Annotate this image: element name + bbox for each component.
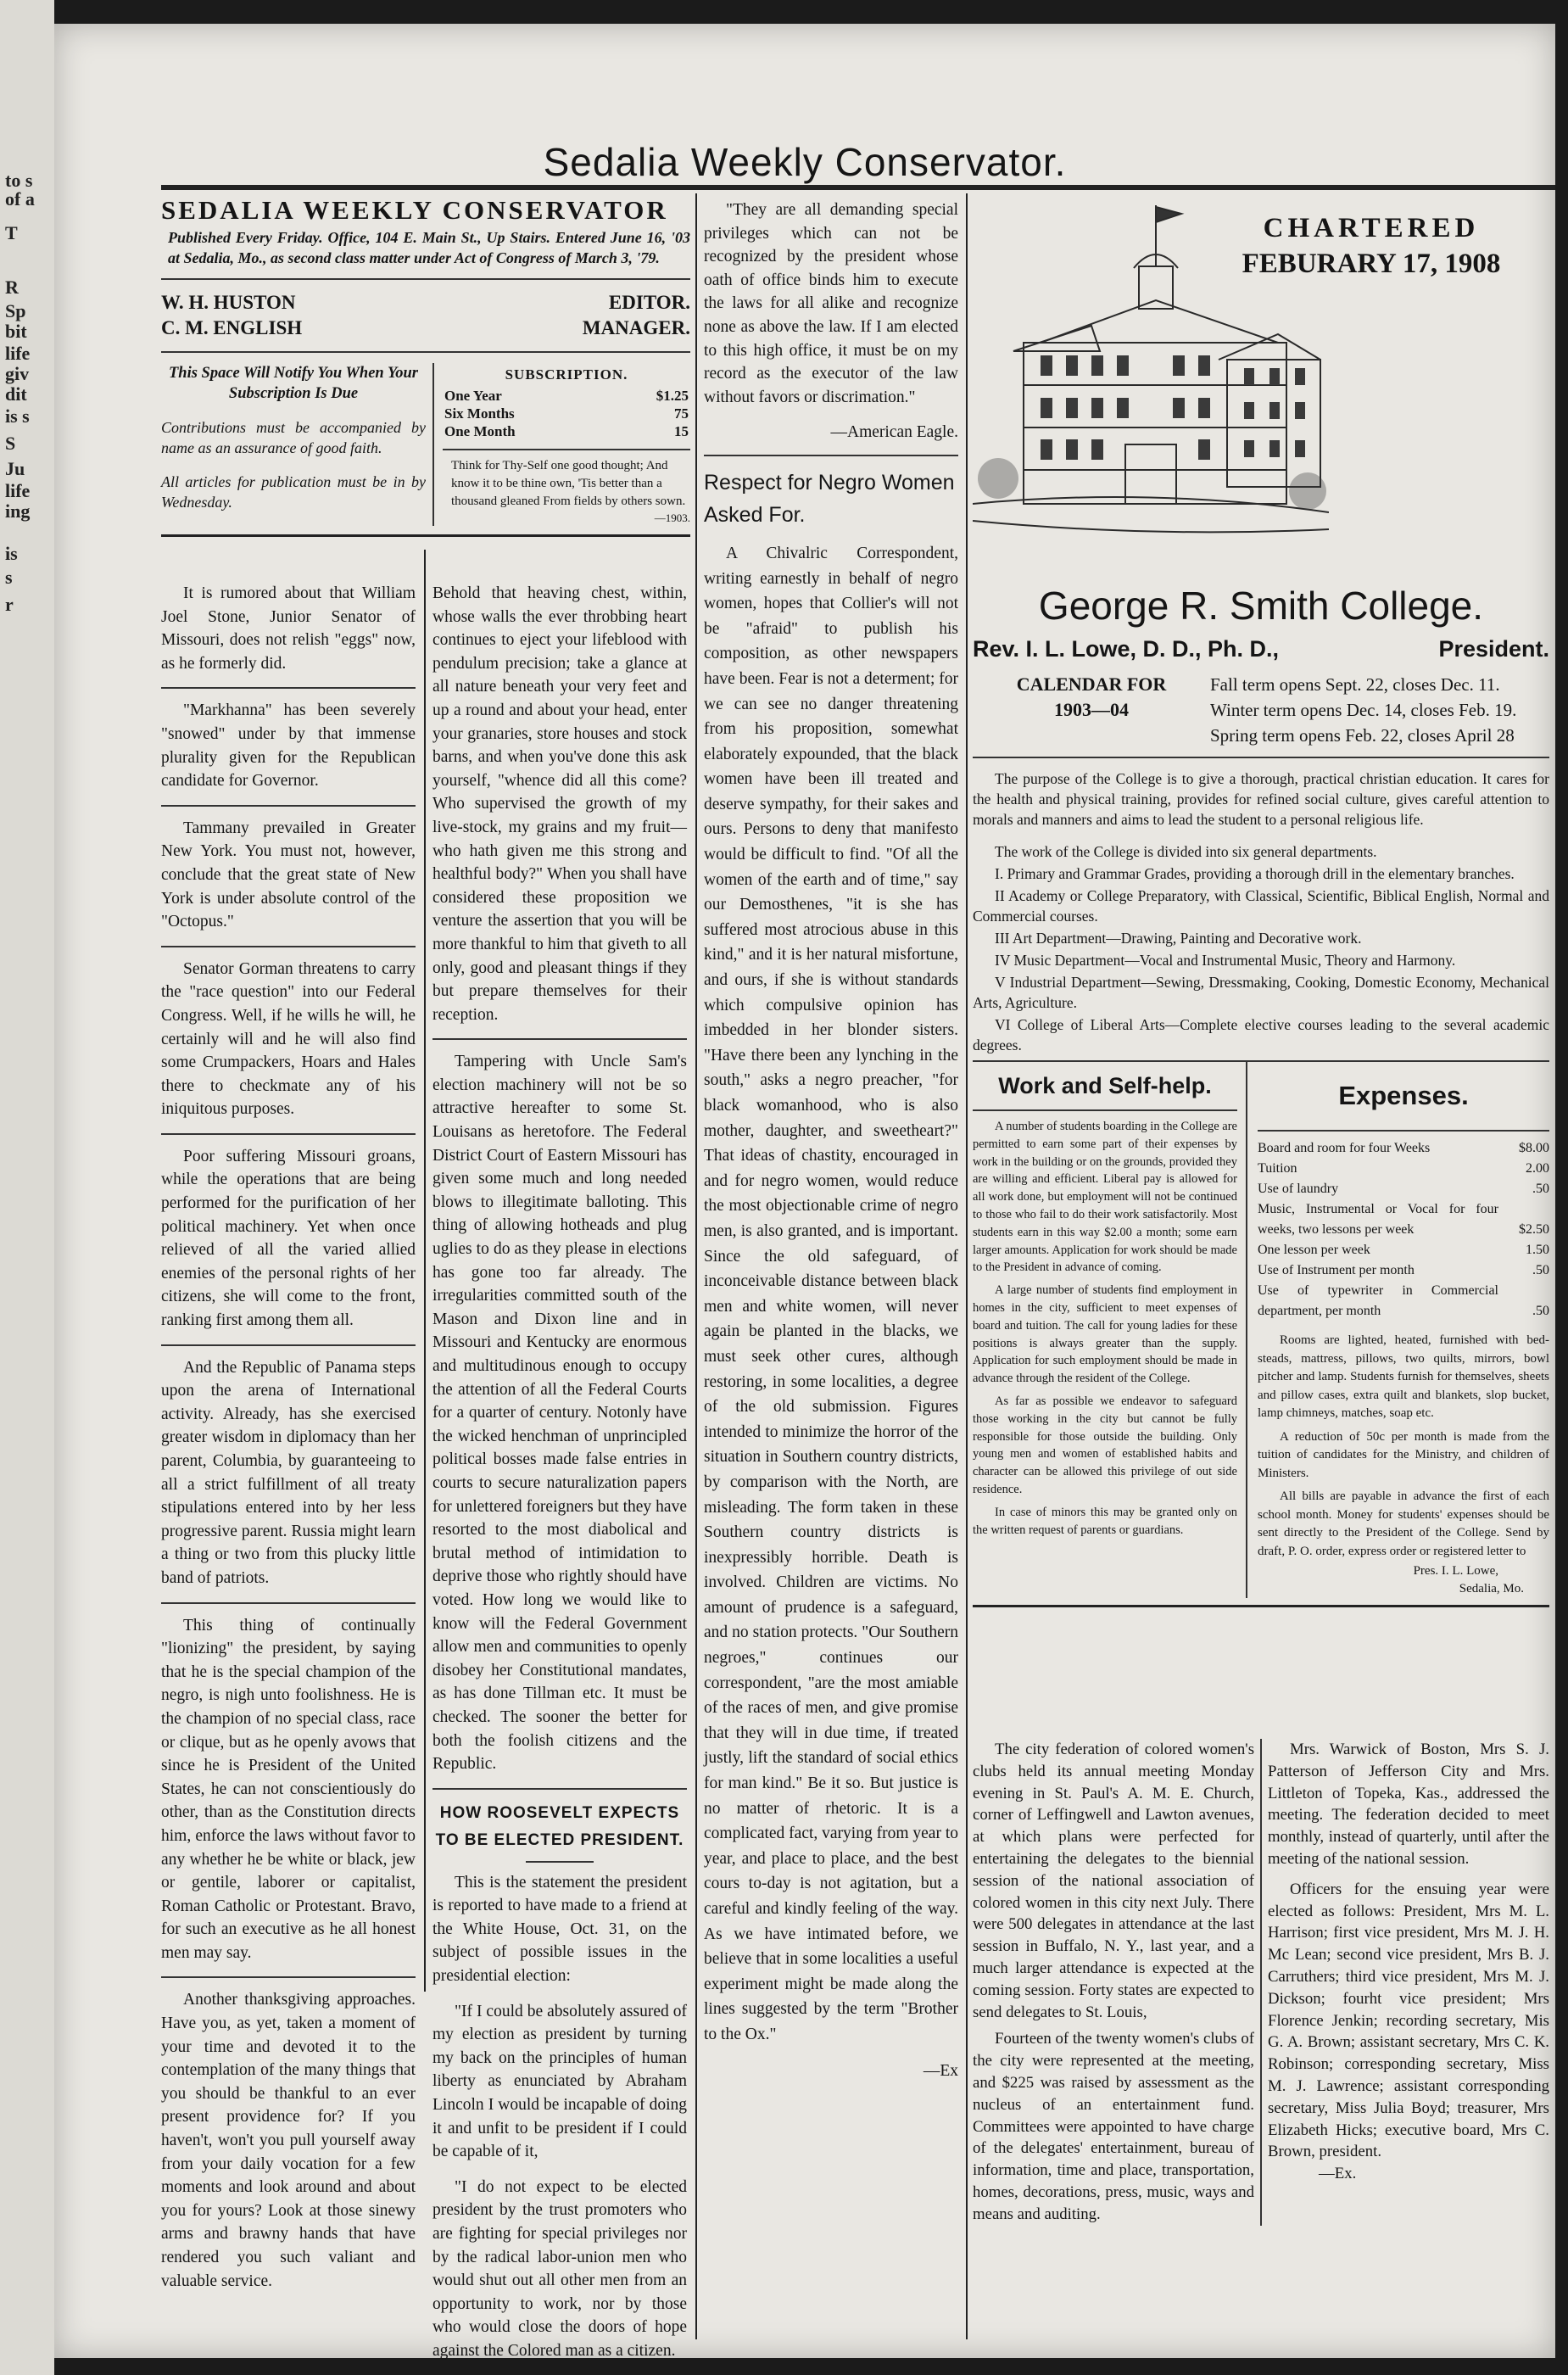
item-rule xyxy=(432,1788,687,1790)
notice-due: This Space Will Notify You When Your Subscription Is Due xyxy=(168,365,418,402)
strip-text: life xyxy=(5,480,31,501)
subscription-row: One Year $1.25 xyxy=(444,387,689,404)
department-item: IV Music Department—Vocal and Instrumental Music, Theory and Harmony. xyxy=(995,952,1456,969)
box-bottom-rule xyxy=(161,534,690,537)
expense-row: Use of Instrument per month .50 xyxy=(1258,1263,1549,1277)
federation-article xyxy=(973,1739,1549,2226)
headline-respect: Respect for Negro Women Asked For. xyxy=(704,470,955,527)
column-divider xyxy=(424,550,426,1992)
federation-paragraph: Officers for the ensuing year were elected as follows: President, Mrs M. L. Harrison; first vice president, Mrs M. J. H. Mc Lean; second vice president, Mrs B. J. Carruthers; third vice president, Mrs M. J. Dickson; fourht vice president; Mrs Florence Jenkin; recording secretary, Mis G. A. Brown; assistant secretary, Mrs C. K. Robinson; corresponding secretary, Miss M. J. Lawrence; assistant corresponding secretary, Miss Julia Boyd; treasurer, Mrs Elizabeth Hicks; executive board, Mrs C. Brown, president. xyxy=(1268,1880,1549,2161)
expense-row: Music, Instrumental or Vocal for four weeks, two lessons per week $2.50 xyxy=(1258,1202,1549,1237)
work-paragraph: In case of minors this may be granted only on the written request of parents or guardians. xyxy=(973,1505,1237,1537)
ad-lower xyxy=(973,1062,1549,1598)
subscription-title: SUBSCRIPTION. xyxy=(505,366,628,383)
manager-title: MANAGER. xyxy=(582,317,690,338)
subscription-row: One Month 15 xyxy=(444,422,689,439)
department-item: V Industrial Department—Sewing, Dressmaking, Cooking, Domestic Economy, Mechanical Arts, Agriculture. xyxy=(973,974,1549,1011)
strip-text: is xyxy=(5,543,18,564)
editor-title: EDITOR. xyxy=(608,292,690,313)
item-rule xyxy=(704,455,958,456)
work-paragraph: A large number of students find employment in homes in the city, sufficient to meet expenses of board and tuition. The call for young ladies for these positions is always greater than the supply. Application for such employment should be made in advance through the resident of the College. xyxy=(973,1283,1237,1386)
work-paragraph: A number of students boarding in the College are permitted to earn some part of their expenses by work in the building or on the grounds, provided they are willing and efficient. Liberal pay is allowed for all work done, but employment will not be continued to those who fail to do their work satisfactorily. Most students earn in this way $2.00 a month; some earn larger amounts. Application for work should be made to the President in advance of coming. xyxy=(973,1120,1237,1275)
notice-left xyxy=(161,363,434,526)
federation-paragraph: Mrs. Warwick of Boston, Mrs S. J. Patterson of Jefferson City and Mrs. Littleton of Topeka, Kas., addressed the meeting. The federation decided to meet monthly, instead of quarterly, until after the meeting of the national session. xyxy=(1268,1741,1549,1868)
paragraph-behold: Behold that heaving chest, within, whose walls the ever throbbing heart continues to eject your lifeblood with pendulum precision; take a glance at all nature beneath your very feet and up a round and about your head, enter your granaries, store houses and stock barns, and when you've done this ask yourself, "whence did all this come? Who supervised the growth of my live-stock, my grains and my fruit—who hath given me this strong and healthful body?" When you shall have considered these proposition we venture the assertion that you will be more thankful to him that giveth to all only, good and pleasant things if they but prepare themselves for their reception. xyxy=(432,584,687,1024)
item-rule xyxy=(161,687,416,689)
paragraph-missouri: Poor suffering Missouri groans, while the operations that are being performed for the purification of her political machinery. Yet when once relieved of all the varied allied enemies of the personal rights of her citizens, she will come to the front, ranking first among them all. xyxy=(161,1147,416,1330)
ad-rule xyxy=(973,757,1549,758)
department-item: I. Primary and Grammar Grades, providing a thorough drill in the elementary branches. xyxy=(995,865,1515,882)
president-name: Rev. I. L. Lowe, D. D., Ph. D., xyxy=(973,636,1280,662)
ad-rule xyxy=(1258,1130,1549,1132)
strip-text: S xyxy=(5,433,16,454)
strip-text: R xyxy=(5,277,19,298)
credit-ex: —Ex xyxy=(923,2061,958,2080)
paragraph-markhanna: "Markhanna" has been severely "snowed" under by that immense plurality given for the Republican candidate for Governor. xyxy=(161,701,416,791)
strip-text: Ju xyxy=(5,458,25,479)
signature-place: Sedalia, Mo. xyxy=(1459,1582,1524,1595)
department-item: II Academy or College Preparatory, with Classical, Scientific, Biblical English, Normal and Commercial courses. xyxy=(973,887,1549,925)
headline-roosevelt: HOW ROOSEVELT EXPECTS TO BE ELECTED PRESIDENT. xyxy=(435,1803,684,1849)
strip-text: of a xyxy=(5,188,35,210)
poem-credit: —1903. xyxy=(654,511,690,524)
item-rule xyxy=(161,1976,416,1978)
ad-bottom-rule xyxy=(973,1605,1549,1607)
item-rule xyxy=(161,946,416,947)
strip-text: dit xyxy=(5,383,27,405)
item-rule xyxy=(161,1133,416,1135)
notice-area xyxy=(161,363,690,526)
item-rule xyxy=(161,1344,416,1346)
expense-row: Board and room for four Weeks $8.00 xyxy=(1258,1141,1549,1155)
department-item: VI College of Liberal Arts—Complete elective courses leading to the several academic degrees. xyxy=(973,1016,1549,1053)
paragraph-privileges: "They are all demanding special privileges which can not be recognized by the president whose oath of office binds him to execute the laws for all alike and recognize none as above the law. If I am elected to this high office, it must be on my record as the executor of the law without favors or discrimation." xyxy=(704,201,958,406)
column-divider xyxy=(695,193,697,2339)
strip-text: ing xyxy=(5,500,31,522)
newspaper-page xyxy=(54,24,1555,2358)
headline-rule xyxy=(526,1861,594,1863)
calendar-title: CALENDAR FOR xyxy=(1016,673,1167,695)
paragraph-tampering: Tampering with Uncle Sam's election machinery will not be so attractive hereafter to some St. Louisans as heretofore. The Federal District Court of Eastern Missouri has given some much and long needed blows to illegitimate balloting. This thing of allowing hotheads and plug uglies to do as they please in elections has gone too far already. The irregularities committed south of the Mason and Dixon line and in Missouri and Kentucky are enormous and multitudinous enough to occupy the attention of all the Federal Courts for a quarter of century. Notonly have the wicked henchman of unprincipled political bosses made false entries in courts to secure naturalization papers for unlettered foreigners but they have resorted to the most diabolical and brutal method of intimidation to deprive those who rightly should have voted. How long we would like to know will the Federal Government allow men and communities to openly disobey her Constitutional mandates, as has done Tillman etc. It must be checked. The sooner the better for both the foolish citizens and the Republic. xyxy=(432,1053,687,1774)
strip-text: giv xyxy=(5,363,30,384)
paragraph-thanksgiving: Another thanksgiving approaches. Have you, as yet, taken a moment of your time and devoted it to the contemplation of the many things that you should be thankful to an ever present providence for? If you haven't, won't you pull yourself away from your daily vocation for a few moments and look around and about you for yours? Look at those sinewy arms and brawny hands that have rendered you such valiant and valuable service. xyxy=(161,1991,416,2290)
strip-text: life xyxy=(5,343,31,364)
item-rule xyxy=(161,1602,416,1604)
column-3 xyxy=(704,198,958,2082)
calendar-year: 1903—04 xyxy=(1054,699,1129,720)
calendar-text: Fall term opens Sept. 22, closes Dec. 11. Winter term opens Dec. 14, closes Feb. 19. Spring term opens Feb. 22, closes April 28 xyxy=(1210,674,1517,746)
president-title: President. xyxy=(1438,636,1549,662)
paragraph-stone: It is rumored about that William Joel Stone, Junior Senator of Missouri, does not relish "eggs" now, as he formerly did. xyxy=(161,584,416,673)
expenses-title: Expenses. xyxy=(1338,1081,1469,1110)
box-rule xyxy=(161,351,690,353)
federation-paragraph: The city federation of colored women's clubs held its annual meeting Monday evening in St. Paul's A. M. E. Church, corner of Leffingwell and Lawton avenues, at which plans were perfected for entertaining the delegates to the biennial session of the national association of colored women in this city next July. There were 500 delegates in attendance at the last session in Buffalo, N. Y., last year, and a much larger attendance is expected at the coming session. Forty states are expected to send delegates to St. Louis, xyxy=(973,1741,1254,2021)
subscription-table xyxy=(443,387,690,440)
calendar-heading xyxy=(973,672,1210,748)
box-rule xyxy=(161,278,690,280)
paragraph-assured: "If I could be absolutely assured of my election as president by turning my back on the principles of human liberty as enunciated by Abraham Lincoln I would be incapable of doing it and unfit to be president if I could be capable of it, xyxy=(432,2002,687,2161)
college-ad xyxy=(973,198,1549,1607)
department-item: III Art Department—Drawing, Painting and Decorative work. xyxy=(995,930,1362,947)
work-paragraph: As far as possible we endeavor to safeguard those working in the city but cannot be fully responsible for those outside the building. Only young men and women of established habits and character can be allowed this privilege of out side residence. xyxy=(973,1394,1237,1496)
ad-rule xyxy=(973,1109,1237,1111)
staff-row xyxy=(161,290,690,316)
expenses-table xyxy=(1258,1138,1549,1322)
expense-row: Use of laundry .50 xyxy=(1258,1182,1549,1196)
box-rule xyxy=(443,449,690,450)
calendar-block xyxy=(973,672,1549,748)
charter-date: FEBURARY 17, 1908 xyxy=(1242,249,1501,279)
masthead-title: Sedalia Weekly Conservator. xyxy=(543,140,1067,184)
strip-text: to s xyxy=(5,170,33,191)
president-row xyxy=(973,631,1549,667)
expenses-paragraph: Rooms are lighted, heated, furnished with bed-steads, mattress, pillows, two quilts, mirrors, bowl pitcher and lamp. Students furnish for themselves, sheets and pillow cases, extra quilt and blankets, slop bucket, lamp chimneys, matches, soap etc. xyxy=(1258,1333,1549,1420)
adjacent-page-strip xyxy=(0,0,54,2375)
credit-american-eagle: —American Eagle. xyxy=(830,423,958,442)
publication-line: Published Every Friday. Office, 104 E. Main St., Up Stairs. Entered June 16, '03 at Sedalia, Mo., as second class matter under Act of Congress of March 3, '79. xyxy=(168,229,690,266)
staff-row xyxy=(161,316,690,341)
notice-deadline: All articles for publication must be in by Wednesday. xyxy=(161,473,426,511)
expenses-paragraph: A reduction of 50c per month is made from the tuition of candidates for the Ministry, and children of Ministers. xyxy=(1258,1429,1549,1480)
chartered-label: CHARTERED xyxy=(1263,213,1480,243)
expenses-paragraph: All bills are payable in advance the first of each school month. Money for students' expenses should be sent directly to the President of the College. Send by draft, P. O. order, express order or registered letter to xyxy=(1258,1489,1549,1558)
strip-text: s xyxy=(5,567,13,588)
strip-text: Sp xyxy=(5,300,26,321)
expenses-section xyxy=(1247,1062,1549,1598)
paragraph-tammany: Tammany prevailed in Greater New York. You must not, however, conclude that the great state of New York is under absolute control of the "Octopus." xyxy=(161,819,416,931)
work-title: Work and Self-help. xyxy=(998,1073,1212,1098)
notice-right xyxy=(434,363,690,526)
column-2 xyxy=(432,582,687,2375)
expense-row: Tuition 2.00 xyxy=(1258,1161,1549,1176)
credit-ex: —Ex. xyxy=(1319,2165,1357,2183)
masthead-rule xyxy=(161,185,1555,190)
paragraph-lionizing: This thing of continually "lionizing" the president, by saying that he is the special champion of the negro, is nigh unto foolishness. He is the champion of no special class, race or clique, but as he openly avows that since he is President of the United States, he can not conscientiously do other, than as the Constitution directs him, enforce the laws without favor to any whether he be white or black, jew or gentile, laborer or capitalist, Roman Catholic or Protestant. Bravo, for such an executive as he all honest men may say. xyxy=(161,1616,416,1962)
editor-name: W. H. HUSTON xyxy=(161,292,296,313)
paragraph-statement: This is the statement the president is reported to have made to a friend at the White House, Oct. 31, on the subject of possible issues in the presidential election: xyxy=(432,1873,687,1986)
paragraph-panama: And the Republic of Panama steps upon the arena of International activity. Already, has she exercised greater wisdom in diplomacy than her parent, Columbia, by guaranteeing to all a strict fulfillment of all treaty stipulations entered into by her less progressive parent. Russia might learn a thing or two from this plucky little band of patriots. xyxy=(161,1358,416,1587)
work-intro: The work of the College is divided into six general departments. xyxy=(995,843,1377,860)
subscription-row: Six Months 75 xyxy=(444,405,689,422)
ad-header xyxy=(973,198,1549,580)
manager-name: C. M. ENGLISH xyxy=(161,317,303,338)
strip-text: is s xyxy=(5,405,30,427)
masthead-box xyxy=(161,193,690,537)
item-rule xyxy=(161,805,416,807)
strip-text: T xyxy=(5,222,18,243)
expense-row: Use of typewriter in Commercial department, per month .50 xyxy=(1258,1283,1549,1318)
college-name: George R. Smith College. xyxy=(1038,584,1484,628)
college-purpose: The purpose of the College is to give a thorough, practical christian education. It cares for the health and physical training, provides for refined social culture, gives careful attention to morals and manners and aims to lead the student to a personal religious life. xyxy=(973,770,1549,828)
item-rule xyxy=(432,1038,687,1040)
expense-row: One lesson per week 1.50 xyxy=(1258,1243,1549,1257)
paragraph-trust: "I do not expect to be elected president by the trust promoters who are fighting for special privileges nor by the radical labor-union men who would shut out all other men from an opportunity to work, nor by those who would close the doors of hope against the Colored man as a citizen. xyxy=(432,2177,687,2360)
federation-paragraph: Fourteen of the twenty women's clubs of the city were represented at the meeting, and $225 was raised by assessment as the nucleus of an entertainment fund. Committees were appointed to have charge of the delegates' entertainment, bureau of information, time and place, transportation, homes, decorations, press, music, ways and means and auditing. xyxy=(973,2030,1254,2223)
paragraph-chivalric: A Chivalric Correspondent, writing earnestly in behalf of negro women, hopes that Collier's will not be "afraid" to publish his composition, as other newspapers have been. Fear is not a determent; for we can see no danger threatening from his proposition, somewhat elaborately expounded, that the black women have been ill treated and deserve sympathy, for their sakes and ours. Persons to deny that manifesto would be difficult to find. "Of all the women of the earth and of time," say our Demosthenes, "it is she has suffered most atrocious abuse in this kind," and it is her natural misfortune, and ours, if she is without standards which compulsive opinion has imbedded in her blonder sisters. "Have there been any lynching in the south," asks a negro preacher, "for black womanhood, who is also mother, daughter, and sweetheart?" That ideas of chastity, encouraged in and for negro women, would reduce the most objectionable crime of negro men, is also granted, and is important. Since the old safeguard, of inconceivable distance between black men and white women, will never again be planted in the blacks, we must seek other cures, although restoring, in some localities, a degree of the old submission. Figures intended to minimize the horror of the situation in Southern country districts, by comparison with the North, are misleading. The form taken in these Southern country districts is inexpressibly horrible. Death is involved. Children are victims. No amount of prudence is a safeguard, and no station protects. "Our Southern negroes," continues our correspondent, "are the most amiable of the races of men, and give promise that they will in due time, if treated justly, lift the standard of social ethics for man kind." Be it so. But justice is no matter of rhetoric. It is a complicated fact, varying from year to year, and place to place, and the best cours to-day is not agitation, but a careful and kindly feeling of the way. As we have intimated before, we believe that in some localities a useful experiment might be made along the lines suggested by the term "Brother to the Ox." xyxy=(704,544,958,2043)
paper-name: SEDALIA WEEKLY CONSERVATOR xyxy=(161,195,668,225)
work-section xyxy=(973,1062,1247,1598)
strip-text: r xyxy=(5,594,14,615)
signature-name: Pres. I. L. Lowe, xyxy=(1413,1564,1498,1578)
column-divider xyxy=(966,193,968,2339)
paragraph-gorman: Senator Gorman threatens to carry the "race question" into our Federal Congress. Well, if he wills he will, he certainly will and he will also find some Crumpackers, Hoars and Hales there to checkmate any of his iniquitous purposes. xyxy=(161,959,416,1119)
strip-text: bit xyxy=(5,321,27,342)
column-1 xyxy=(161,582,416,2305)
notice-contributions: Contributions must be accompanied by name as an assurance of good faith. xyxy=(161,419,426,456)
poem: Think for Thy-Self one good thought; And know it to be thine own, 'Tis better than a thousand gleaned From fields by others sown. xyxy=(451,458,686,508)
